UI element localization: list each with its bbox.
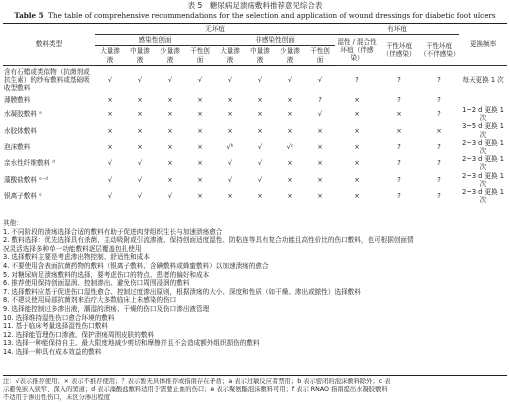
header-frequency: 更换频率 [459, 24, 507, 66]
recommendation-mark: × [317, 192, 323, 201]
recommendation-mark: × [354, 110, 360, 119]
recommendation-mark: × [167, 159, 173, 168]
table-title-en-text: The table of comprehensive recommendations for the selection and application of wound dressings for diabetic foot ulcers [48, 11, 496, 20]
recommendation-mark: × [396, 110, 402, 119]
header-has-necrosis: 有坏疽 [335, 24, 459, 35]
note-line: 4. 不要使用含表面抗菌药物的敷料（银离子敷料、含碘敷料或蜂蜜敷料）以加速溃疡的愈合 [3, 261, 269, 270]
recommendation-mark: × [287, 95, 293, 104]
change-frequency [459, 94, 507, 106]
change-frequency: 2~3 d 更换 1 次 [462, 188, 504, 205]
subheader-col: 干性创面 [185, 46, 215, 65]
header-wet-mixed: 湿性 / 混合性坏疽（伴感染） [335, 35, 379, 66]
recommendation-mark: ? [397, 75, 401, 84]
subheader-col: 大量渗液 [95, 46, 125, 65]
recommendation-mark: × [197, 95, 203, 104]
note-line: 12. 选择能管理伤口渗液、保护溃疡周围皮肤的敷料 [3, 330, 155, 339]
table-row [3, 65, 507, 94]
header-dry-noninfected: 干性坏疽（不伴感染） [419, 35, 459, 66]
recommendation-mark: √ [257, 159, 263, 168]
recommendation-mark: × [197, 192, 203, 201]
table-row [3, 106, 507, 122]
recommendation-mark: × [107, 142, 113, 151]
notes-section [3, 219, 507, 357]
recommendation-mark: × [317, 175, 323, 184]
note-line: 14. 选择一种具有成本效益的敷料 [3, 347, 102, 356]
recommendation-mark: × [197, 142, 203, 151]
recommendation-mark: √ [227, 175, 233, 184]
recommendation-mark: ? [437, 95, 441, 104]
table-row [3, 139, 507, 155]
subheader-col: 中量渗液 [245, 46, 275, 65]
recommendation-mark: ? [397, 192, 401, 201]
recommendation-mark: × [167, 175, 173, 184]
recommendation-mark: √ [137, 192, 143, 201]
note-line: 13. 选择一种能保持自主、最大限度地减少剪切和摩擦并且不会造成额外组织损伤的敷料 [3, 339, 260, 348]
recommendation-mark: × [354, 159, 360, 168]
recommendation-mark: ? [397, 95, 401, 104]
recommendation-mark: √ [137, 159, 143, 168]
change-frequency: 3~5 d 更换 1 次 [462, 122, 504, 139]
footnote-line: 不适用于渗出性伤口，未区分渗出程度 [3, 394, 111, 402]
dressing-name: 银离子敷料 ᵉ [4, 192, 42, 201]
dressing-name: 亲水性纤维敷料 ᵈ [4, 159, 55, 168]
recommendation-mark: ? [437, 159, 441, 168]
table-row [3, 155, 507, 171]
table-row [3, 94, 507, 106]
change-frequency: 2~3 d 更换 1 次 [462, 138, 504, 156]
recommendation-mark: × [257, 110, 263, 119]
table-row [3, 172, 507, 188]
recommendation-mark: × [396, 126, 402, 135]
dressing-name: 水胶体敷料 [4, 126, 37, 135]
recommendation-mark: √ [197, 75, 203, 84]
dressing-name: 薄膜敷料 [4, 95, 31, 104]
recommendation-mark: √ [167, 75, 173, 84]
recommendation-mark: × [197, 175, 203, 184]
header-infected-wound: 感染性创面 [95, 35, 215, 46]
recommendation-mark: √ [107, 175, 113, 184]
recommendation-mark: ? [397, 159, 401, 168]
note-line: 8. 不建议使用局部抗菌剂来治疗大多数临床上未感染的伤口 [3, 296, 177, 305]
table-title-en [0, 11, 510, 20]
recommendation-mark: √ [257, 175, 263, 184]
recommendation-mark: × [167, 110, 173, 119]
recommendation-mark: × [197, 159, 203, 168]
change-frequency: 2~3 d 更换 1 次 [462, 155, 504, 172]
recommendation-mark: √ [227, 159, 233, 168]
footnote-section [3, 378, 507, 403]
note-line: 3. 选择敷料主要是考虑渗出物控制、舒适性和成本 [3, 253, 150, 262]
recommendation-mark: × [137, 95, 143, 104]
recommendation-mark: √ [167, 192, 173, 201]
note-line: 其他： [3, 219, 23, 227]
recommendation-mark: × [287, 126, 293, 135]
recommendation-mark: × [287, 110, 293, 119]
recommendation-mark: √ᵇ [226, 142, 234, 151]
recommendation-mark: × [107, 95, 113, 104]
recommendation-mark: × [257, 192, 263, 201]
recommendation-mark: × [287, 175, 293, 184]
recommendation-mark: √ [257, 142, 263, 151]
recommendation-mark: × [137, 126, 143, 135]
table-title-zh: 表 5 糖尿病足溃疡敷料推荐意见综合表 [187, 1, 323, 10]
header-noninfected-wound: 非感染性创面 [215, 35, 335, 46]
dressing-name: 水凝胶敷料 ᵃ [4, 110, 42, 119]
recommendation-mark: × [167, 142, 173, 151]
recommendation-mark: × [354, 175, 360, 184]
recommendation-mark: × [167, 126, 173, 135]
note-line: 11. 基于临床考量选择湿性伤口敷料 [3, 322, 108, 331]
dressing-name: 泡沫敷料 [4, 142, 31, 151]
note-line: 7. 选择敷料应基于促进伤口湿性愈合、控制过度渗出原则，根据溃疡的大小、深度和性质（如干燥、渗出或脓性）选择敷料 [3, 287, 361, 296]
recommendation-mark: √ [107, 75, 113, 84]
recommendation-mark: × [107, 126, 113, 135]
recommendation-mark: × [317, 159, 323, 168]
table-row [3, 122, 507, 138]
recommendation-mark: ? [397, 175, 401, 184]
change-frequency: 1~2 d 更换 1 次 [462, 106, 504, 123]
recommendation-mark: × [317, 142, 323, 151]
note-line: 1. 不同阶段的溃疡选择合适的敷料有助于促进肉芽组织生长与加速溃疡愈合 [3, 227, 223, 236]
change-frequency: 每天更换 1 次 [462, 75, 504, 84]
change-frequency: 2~3 d 更换 1 次 [462, 171, 504, 188]
recommendation-mark: √ [137, 75, 143, 84]
footnote-line: 示避免嵌入狭窄、深入的窦道；d 表示藻酸盐敷料适用于需要止血的伤口；e 表示聚氨酯泡沫敷料可用；f 表示 RNAO 指南提出水凝胶敷料 [3, 386, 388, 394]
recommendation-mark: ? [437, 75, 441, 84]
recommendation-mark: √ [137, 175, 143, 184]
recommendation-mark: × [436, 126, 442, 135]
subheader-col: 少量渗液 [155, 46, 185, 65]
table-label: Table 5 [14, 11, 44, 20]
recommendation-mark: × [227, 192, 233, 201]
header-no-necrosis: 无坏疽 [95, 24, 335, 35]
note-line: 况灵活选择多种单一功能敷料逐层覆盖包扎使用 [3, 244, 142, 253]
recommendation-mark: √ [287, 75, 293, 84]
recommendation-mark: × [137, 142, 143, 151]
note-line: 2. 敷料选择：优先选择具有杀菌、主动吸附或引流渗液、保持创面适度湿性、防粘连等具有复合功能且高性价比的伤口敷料，也可根据创面情 [3, 236, 414, 245]
header-dry-infected: 干性坏疽（伴感染） [379, 35, 419, 66]
recommendation-mark: ? [437, 110, 441, 119]
recommendation-mark: √ [107, 159, 113, 168]
recommendation-table [3, 23, 507, 204]
note-line: 10. 选择维持湿性伤口愈合环境的敷料 [3, 313, 115, 322]
recommendation-mark: ? [437, 175, 441, 184]
recommendation-mark: × [287, 159, 293, 168]
subheader-col: 大量渗液 [215, 46, 245, 65]
recommendation-mark: × [287, 192, 293, 201]
recommendation-mark: ? [318, 95, 322, 104]
recommendation-mark: √ [107, 192, 113, 201]
table-row [3, 188, 507, 204]
recommendation-mark: ? [397, 142, 401, 151]
recommendation-mark: × [317, 126, 323, 135]
recommendation-mark: √ [227, 75, 233, 84]
recommendation-mark: √ [317, 75, 323, 84]
recommendation-mark: × [227, 126, 233, 135]
dressing-name: 藻酸盐敷料 ᵉ⁻ᵈ [4, 175, 48, 184]
recommendation-mark: ? [437, 142, 441, 151]
recommendation-mark: √ [257, 75, 263, 84]
recommendation-mark: × [257, 126, 263, 135]
recommendation-mark: × [197, 126, 203, 135]
subheader-col: 少量渗液 [275, 46, 305, 65]
recommendation-mark: × [227, 95, 233, 104]
footnote-line: 注：√表示推荐使用；× 表示不推荐使用；？表示暂无具体推荐或指南存在矛盾；a 表示过敏反应者禁用；b 表示密闭的泡沫敷料除外；c 表 [3, 378, 391, 385]
bottom-rule [3, 375, 507, 376]
recommendation-mark: × [197, 110, 203, 119]
subheader-col: 中量渗液 [125, 46, 155, 65]
note-line: 5. 对糖尿病足溃疡敷料的选择，要考虑伤口的特点、患者的偏好和成本 [3, 270, 210, 279]
recommendation-mark: × [354, 192, 360, 201]
note-line: 6. 推荐使用保持创面湿润、控制渗出、避免伤口周围浸润的敷料 [3, 279, 190, 288]
recommendation-mark: × [354, 95, 360, 104]
note-line: 9. 选择能控制过多渗出液，潮湿的溃疡、干燥的伤口及伤口渗出液管理 [3, 304, 210, 313]
recommendation-mark: × [227, 110, 233, 119]
recommendation-mark: × [137, 110, 143, 119]
recommendation-mark: × [167, 95, 173, 104]
recommendation-mark: × [354, 126, 360, 135]
dressing-name: 含有石蜡或类似物（抗菌剂或抗生素）的纱布敷料或基础吸收型敷料 [4, 67, 90, 92]
recommendation-mark: ? [437, 192, 441, 201]
recommendation-mark: √ᶜ [286, 142, 294, 151]
subheader-col: 干性创面 [305, 46, 335, 65]
recommendation-mark: × [257, 95, 263, 104]
recommendation-mark: × [354, 142, 360, 151]
recommendation-mark: ? [355, 75, 359, 84]
recommendation-mark: √ [317, 110, 323, 119]
header-dressing-type: 敷料类型 [3, 24, 95, 66]
recommendation-mark: × [107, 110, 113, 119]
